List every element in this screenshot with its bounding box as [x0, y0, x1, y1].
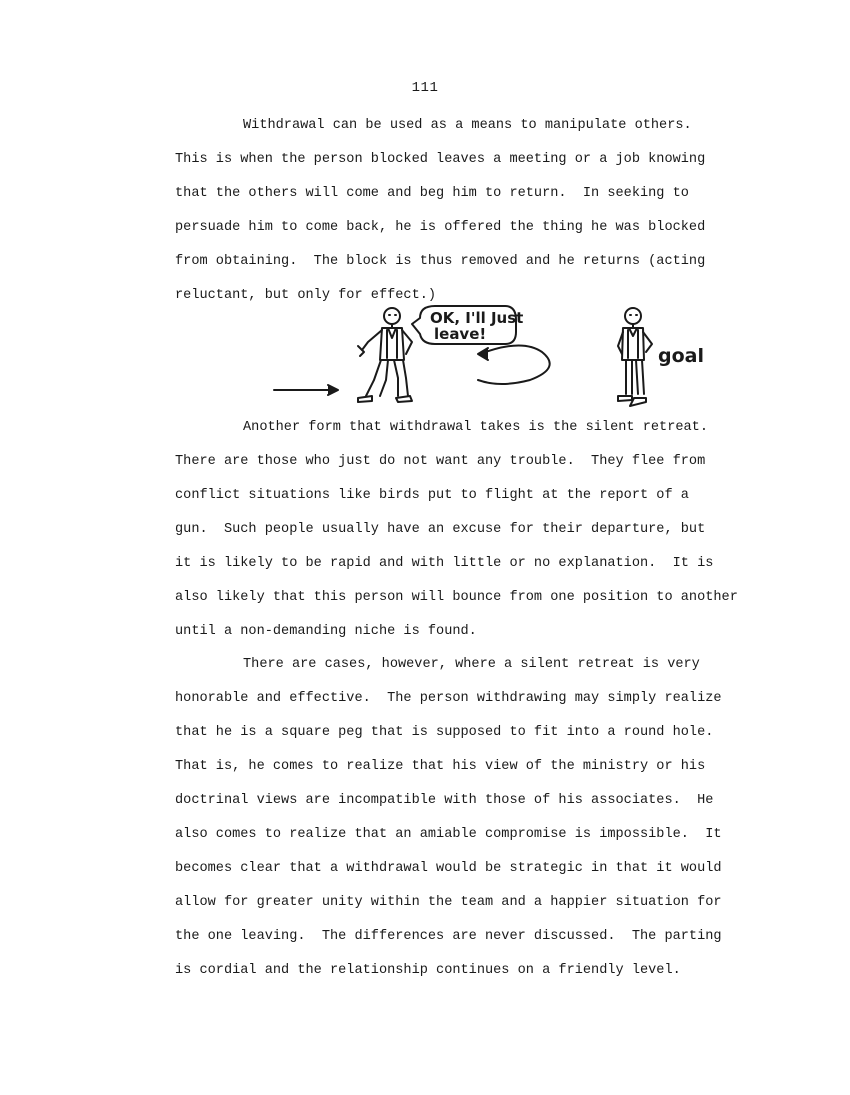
text-line: until a non-demanding niche is found.: [175, 624, 477, 639]
text-line: also comes to realize that an amiable compromise is impossible. It: [175, 827, 722, 842]
text-line: Withdrawal can be used as a means to manipulate others.: [243, 118, 692, 133]
paragraph-1: [175, 109, 775, 313]
paragraph-2: [175, 411, 775, 649]
text-line: that the others will come and beg him to return. In seeking to: [175, 186, 689, 201]
text-line: gun. Such people usually have an excuse for their departure, but: [175, 522, 706, 537]
text-line: from obtaining. The block is thus removed and he returns (acting: [175, 254, 706, 269]
goal-figure: [618, 308, 704, 406]
return-arrow-icon: [478, 345, 550, 384]
person-leaving-figure: [358, 308, 412, 402]
text-line: This is when the person blocked leaves a meeting or a job knowing: [175, 152, 706, 167]
text-line: becomes clear that a withdrawal would be strategic in that it would: [175, 861, 722, 876]
text-line: is cordial and the relationship continues on a friendly level.: [175, 963, 681, 978]
text-line: reluctant, but only for effect.): [175, 288, 437, 303]
text-line: persuade him to come back, he is offered the thing he was blocked: [175, 220, 706, 235]
text-line: the one leaving. The differences are never discussed. The parting: [175, 929, 722, 944]
goal-label: goal: [658, 345, 704, 367]
text-line: There are those who just do not want any trouble. They flee from: [175, 454, 706, 469]
text-line: that he is a square peg that is supposed to fit into a round hole.: [175, 725, 714, 740]
text-line: also likely that this person will bounce from one position to another: [175, 590, 738, 605]
incoming-arrow-icon: [274, 385, 338, 395]
text-line: honorable and effective. The person withdrawing may simply realize: [175, 691, 722, 706]
withdrawal-cartoon: [260, 298, 720, 413]
text-line: it is likely to be rapid and with little or no explanation. It is: [175, 556, 714, 571]
text-line: There are cases, however, where a silent retreat is very: [243, 657, 700, 672]
speech-bubble-line-2: leave!: [434, 325, 487, 343]
text-line: doctrinal views are incompatible with those of his associates. He: [175, 793, 714, 808]
speech-bubble: [412, 306, 523, 344]
text-line: Another form that withdrawal takes is the silent retreat.: [243, 420, 708, 435]
speech-bubble-line-1: OK, I'll Just: [430, 309, 524, 327]
page-number: 111: [411, 80, 439, 96]
text-line: That is, he comes to realize that his view of the ministry or his: [175, 759, 706, 774]
text-line: conflict situations like birds put to flight at the report of a: [175, 488, 689, 503]
paragraph-3: [175, 648, 775, 988]
text-line: allow for greater unity within the team and a happier situation for: [175, 895, 722, 910]
